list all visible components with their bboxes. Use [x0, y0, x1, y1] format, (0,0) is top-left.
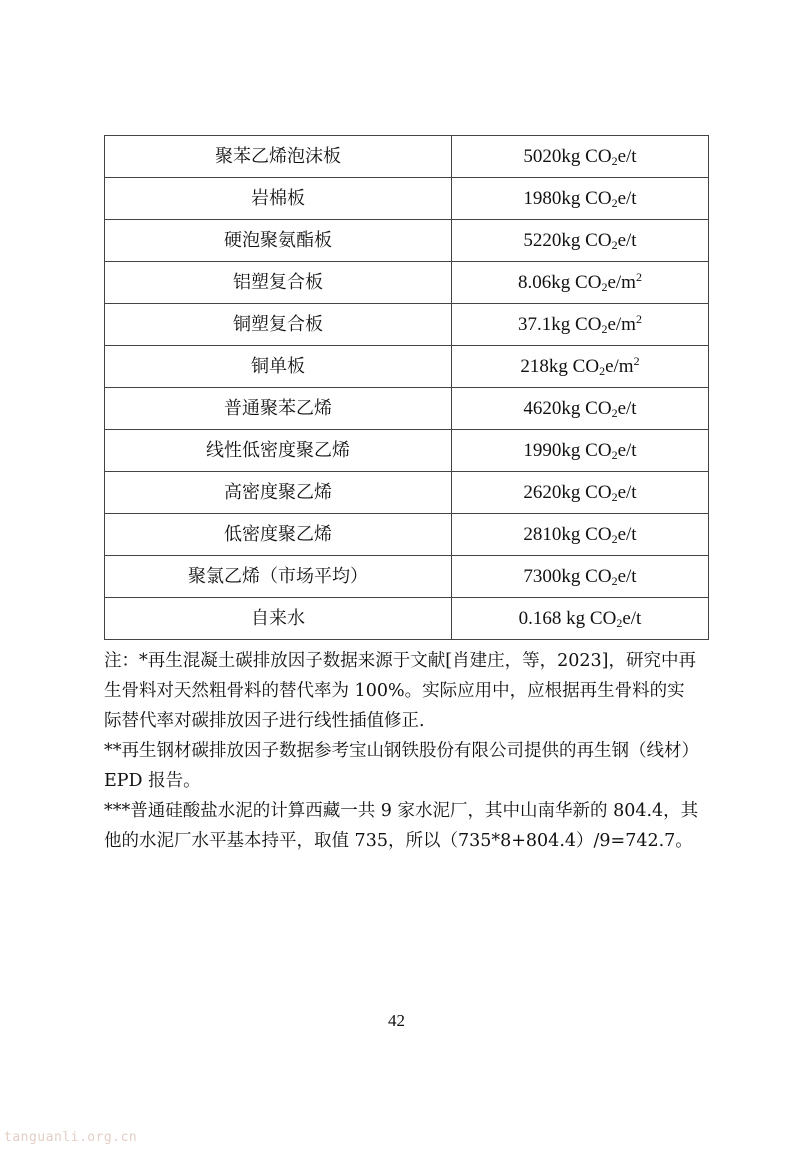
note-recycled-concrete: 注：*再生混凝土碳排放因子数据来源于文献[肖建庄，等，2023]，研究中再生骨料对天然粗骨料的替代率为 100%。实际应用中，应根据再生骨料的实际替代率对碳排放因子进行线性插值修正. [104, 651, 696, 731]
emission-factor: 2620kg $CO_2e/t$ [452, 472, 709, 514]
material-name: 聚氯乙烯（市场平均） [105, 556, 452, 598]
table-row [105, 262, 709, 304]
emission-factor: 4620kg $CO_2e/t$ [452, 388, 709, 430]
emission-factor: 218kg $CO_2e/m^2$ [452, 346, 709, 388]
table-notes [104, 646, 700, 856]
emission-factor: 1990kg $CO_2e/t$ [452, 430, 709, 472]
material-name: 铝塑复合板 [105, 262, 452, 304]
material-name: 硬泡聚氨酯板 [105, 220, 452, 262]
emission-factor: 2810kg $CO_2e/t$ [452, 514, 709, 556]
material-name: 岩棉板 [105, 178, 452, 220]
table-row [105, 388, 709, 430]
table-row [105, 178, 709, 220]
table-row [105, 430, 709, 472]
emission-factor: 7300kg $CO_2e/t$ [452, 556, 709, 598]
page-number: 42 [388, 1011, 405, 1030]
material-name: 普通聚苯乙烯 [105, 388, 452, 430]
emission-factor: 5020kg $CO_2e/t$ [452, 136, 709, 178]
material-name: 高密度聚乙烯 [105, 472, 452, 514]
material-name: 聚苯乙烯泡沫板 [105, 136, 452, 178]
note-recycled-steel: **再生钢材碳排放因子数据参考宝山钢铁股份有限公司提供的再生钢（线材）EPD 报告。 [104, 741, 699, 791]
material-name: 低密度聚乙烯 [105, 514, 452, 556]
material-name: 线性低密度聚乙烯 [105, 430, 452, 472]
emission-factor: 5220kg $CO_2e/t$ [452, 220, 709, 262]
table-row [105, 304, 709, 346]
emission-factor: 1980kg $CO_2e/t$ [452, 178, 709, 220]
material-name: 铜单板 [105, 346, 452, 388]
table-row [105, 514, 709, 556]
table-row [105, 472, 709, 514]
emission-factor-table [104, 135, 709, 640]
watermark: tanguanli.org.cn [4, 1130, 138, 1145]
table-row [105, 346, 709, 388]
note-cement: ***普通硅酸盐水泥的计算西藏一共 9 家水泥厂，其中山南华新的 804.4，其他的水泥厂水平基本持平，取值 735，所以（735*8+804.4）/9=742.7。 [104, 801, 699, 851]
material-name: 自来水 [105, 598, 452, 640]
table-row [105, 220, 709, 262]
emission-factor: 8.06kg $CO_2e/m^2$ [452, 262, 709, 304]
emission-factor: 0.168 kg $CO_2e/t$ [452, 598, 709, 640]
table-row [105, 598, 709, 640]
emission-factor: 37.1kg $CO_2e/m^2$ [452, 304, 709, 346]
table-row [105, 556, 709, 598]
material-name: 铜塑复合板 [105, 304, 452, 346]
table-row [105, 136, 709, 178]
